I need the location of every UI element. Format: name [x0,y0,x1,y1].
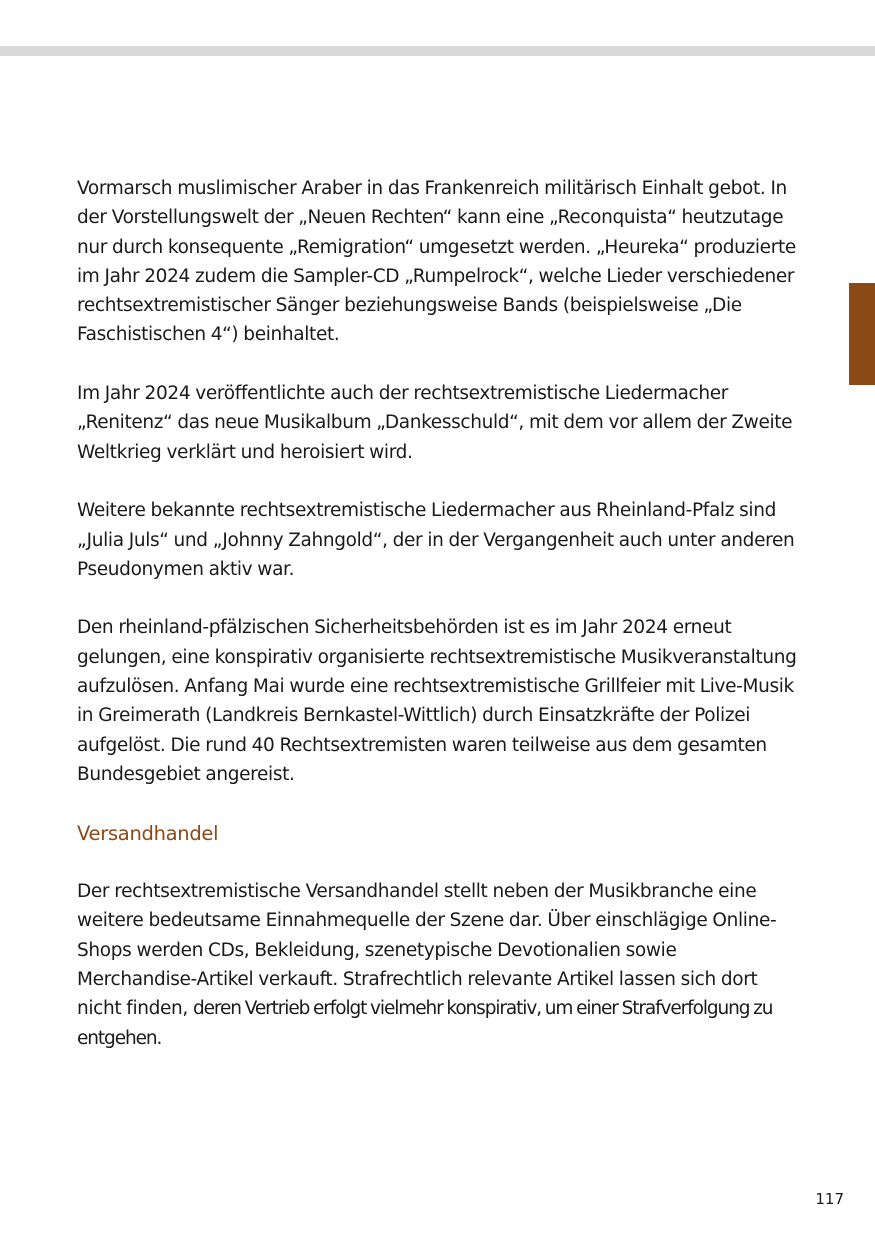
page-number: 117 [815,1190,844,1208]
paragraph-5-main: Der rechtsextremistische Versandhandel stellt neben der Musikbranche eine weitere bedeutsame Einnahmequelle der Szene dar. Über einschlägige Online-Shops werden CDs, Bekleidung, szenetypische Devotionalien sowie Merchandise-Artikel verkauft. Strafrechtlich relevante Artikel lassen sich dort nicht finden, [77,881,777,1020]
section-heading: Versandhandel [77,821,219,845]
paragraph-5-tail: deren Vertrieb erfolgt vielmehr konspirativ, um einer Strafverfolgung zu entgehen. [77,998,773,1049]
paragraph-5 [77,877,797,1053]
chapter-tab-marker [849,283,875,385]
paragraph-3: Weitere bekannte rechtsextremistische Liedermacher aus Rheinland-Pfalz sind „Julia Juls“ und „Johnny Zahngold“, der in der Vergangenheit auch unter anderen Pseudonymen aktiv war. [77,500,795,580]
paragraph-1: Vormarsch muslimischer Araber in das Frankenreich militärisch Einhalt gebot. In der Vorstellungswelt der „Neuen Rechten“ kann eine „Reconquista“ heutzutage nur durch konsequente „Remigration“ umgesetzt werden. „Heureka“ produzierte im Jahr 2024 zudem die Sampler-CD „Rumpelrock“, welche Lieder verschiedener rechtsextremistischer Sänger beziehungsweise Bands (beispielsweise „Die Faschistischen 4“) beinhaltet. [77,178,796,346]
header-rule [0,46,875,56]
paragraph-4: Den rheinland-pfälzischen Sicherheitsbehörden ist es im Jahr 2024 erneut gelungen, eine konspirativ organisierte rechtsextremistische Musikveranstaltung aufzulösen. Anfang Mai wurde eine rechtsextremistische Grillfeier mit Live-Musik in Greimerath (Landkreis Bernkastel-Wittlich) durch Einsatzkräfte der Polizei aufgelöst. Die rund 40 Rechtsextremisten waren teilweise aus dem gesamten Bundesgebiet angereist. [77,617,797,785]
page-body [77,174,797,1053]
paragraph-2: Im Jahr 2024 veröffentlichte auch der rechtsextremistische Liedermacher „Renitenz“ das neue Musikalbum „Dankesschuld“, mit dem vor allem der Zweite Weltkrieg verklärt und heroisiert wird. [77,383,793,463]
